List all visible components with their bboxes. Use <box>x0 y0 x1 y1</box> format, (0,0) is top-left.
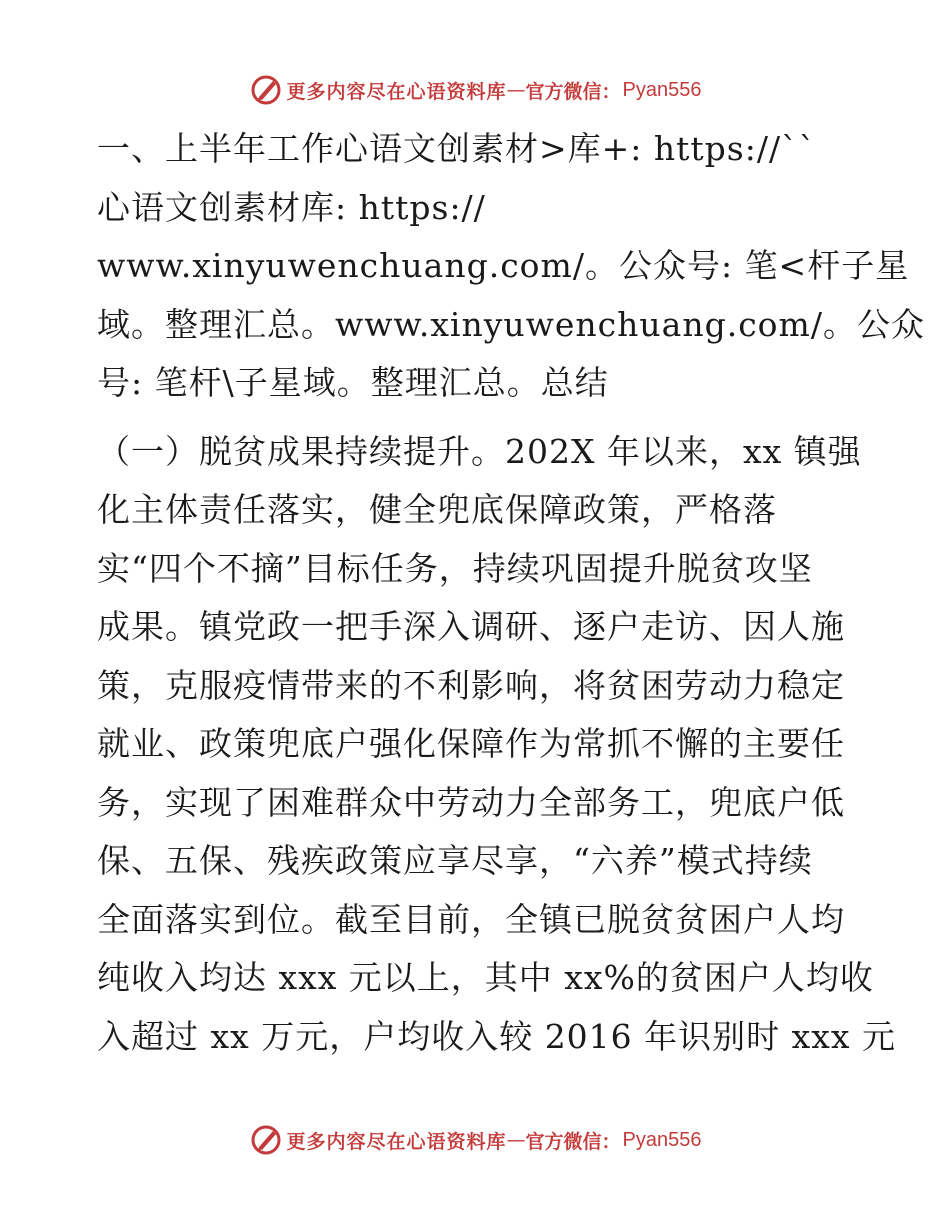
pen-logo-icon <box>249 73 283 107</box>
paragraph-line: 务，实现了困难群众中劳动力全部务工，兜底户低 <box>97 782 845 822</box>
paragraph-line: 实“四个不摘”目标任务，持续巩固提升脱贫攻坚 <box>97 548 813 588</box>
document-body <box>97 120 925 1066</box>
paragraph-line: 化主体责任落实，健全兜底保障政策，严格落 <box>97 490 777 529</box>
banner-wechat-label: 官方微信： <box>525 1130 621 1153</box>
banner-wechat-id: Pyan556 <box>622 1128 702 1151</box>
paragraph-line: 纯收入均达 xxx 元以上，其中 xx%的贫困户人均收 <box>97 958 874 997</box>
paragraph-line: 入超过 xx 万元，户均收入较 2016 年识别时 xxx 元 <box>97 1016 896 1056</box>
banner-wechat-id: Pyan556 <box>622 78 702 101</box>
body-paragraph <box>97 423 896 1067</box>
banner-separator: — <box>506 79 526 101</box>
paragraph-line: 全面落实到位。截至目前，全镇已脱贫贫困户人均 <box>97 899 845 939</box>
paragraph-gap <box>97 413 857 423</box>
heading-line: 心语文创素材库: https:// <box>97 187 486 227</box>
heading-line: 号: 笔杆\子星域。整理汇总。总结 <box>97 363 609 402</box>
paragraph-line: 保、五保、残疾政策应享尽享，“六养”模式持续 <box>97 841 813 880</box>
heading-line: www.xinyuwenchuang.com/。公众号: 笔<杆子星 <box>97 246 910 285</box>
heading-line: 一、上半年工作心语文创素材>库+: https://`` <box>97 129 817 168</box>
footer-watermark-banner <box>0 1118 950 1162</box>
paragraph-line: 成果。镇党政一把手深入调研、逐户走访、因人施 <box>97 607 845 646</box>
banner-wechat-label: 官方微信： <box>525 80 621 103</box>
banner-title: 更多内容尽在心语资料库 <box>286 1130 507 1153</box>
header-watermark-banner <box>0 68 950 112</box>
section-heading <box>97 120 925 413</box>
banner-separator: — <box>506 1129 526 1151</box>
banner-title: 更多内容尽在心语资料库 <box>286 80 507 103</box>
paragraph-line: （一）脱贫成果持续提升。202X 年以来，xx 镇强 <box>97 431 862 471</box>
paragraph-line: 就业、政策兜底户强化保障作为常抓不懈的主要任 <box>97 724 845 763</box>
paragraph-line: 策，克服疫情带来的不利影响，将贫困劳动力稳定 <box>97 665 845 705</box>
heading-line: 域。整理汇总。www.xinyuwenchuang.com/。公众 <box>97 304 925 344</box>
pen-logo-icon <box>249 1123 283 1157</box>
